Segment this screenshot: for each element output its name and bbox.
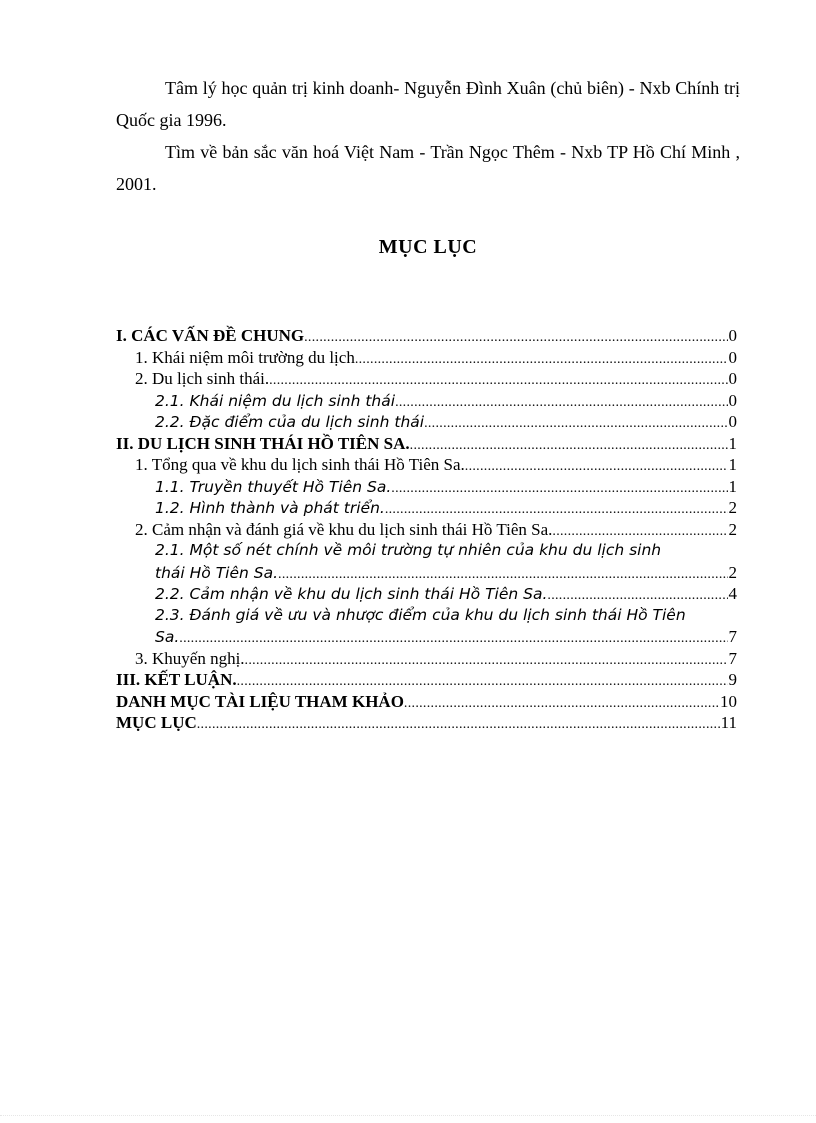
toc-entry-text-line1[interactable]: 2.3. Đánh giá về ưu và nhược điểm của khu du lịch sinh thái Hồ Tiên [155, 605, 686, 624]
toc-leader-dots [391, 476, 727, 500]
toc-entry-text: 2.2. Đặc điểm của du lịch sinh thái [155, 413, 425, 431]
toc-leader-dots [410, 433, 728, 457]
toc-entry-text: 1. Khái niệm môi trường du lịch [135, 347, 355, 367]
toc-leader-dots [304, 325, 727, 349]
toc-entry-page: 10 [720, 691, 737, 711]
toc-entry-page: 0 [728, 412, 737, 431]
toc-entry[interactable] [116, 476, 737, 498]
toc-leader-dots [465, 454, 728, 478]
table-of-contents [116, 325, 737, 734]
toc-entry[interactable] [116, 583, 737, 605]
toc-leader-dots [355, 347, 728, 371]
toc-entry[interactable] [116, 411, 737, 433]
toc-entry-page: 9 [728, 670, 737, 689]
reference-list [116, 72, 740, 200]
toc-entry-page: 7 [728, 627, 737, 646]
toc-entry[interactable] [116, 325, 737, 347]
toc-entry-text: II. DU LỊCH SINH THÁI HỒ TIÊN SA. [116, 433, 410, 453]
toc-entry[interactable] [116, 562, 737, 584]
toc-entry-page: 1 [728, 455, 737, 474]
toc-entry-text: III. KẾT LUẬN. [116, 670, 237, 689]
toc-entry-page: 2 [728, 519, 737, 539]
toc-entry[interactable] [116, 691, 737, 713]
toc-entry-text: 1.2. Hình thành và phát triển. [155, 499, 385, 517]
toc-entry-page: 11 [720, 713, 737, 732]
toc-leader-dots [245, 648, 728, 672]
toc-entry[interactable] [116, 712, 737, 734]
toc-entry[interactable] [116, 648, 737, 670]
toc-leader-dots [547, 583, 727, 607]
toc-entry-text: 2.1. Khái niệm du lịch sinh thái [155, 391, 396, 410]
toc-entry-page: 4 [728, 584, 737, 603]
toc-entry[interactable] [116, 433, 737, 455]
toc-entry-text: DANH MỤC TÀI LIỆU THAM KHẢO [116, 691, 404, 711]
toc-entry-page: 0 [728, 347, 737, 367]
toc-entry-text: 2.2. Cảm nhận về khu du lịch sinh thái Hồ Tiên Sa. [155, 585, 548, 603]
toc-entry-text: MỤC LỤC [116, 713, 197, 732]
toc-entry-page: 0 [728, 390, 737, 410]
toc-leader-dots [404, 691, 719, 715]
toc-entry[interactable] [116, 519, 737, 541]
toc-leader-dots [197, 712, 720, 736]
toc-leader-dots [385, 497, 728, 521]
page-bottom-divider [0, 1115, 816, 1116]
toc-leader-dots [278, 562, 727, 586]
toc-title: MỤC LỤC [378, 236, 478, 258]
toc-entry-text: 1. Tổng qua về khu du lịch sinh thái Hồ Tiên Sa. [135, 455, 465, 474]
toc-entry[interactable] [116, 347, 737, 369]
toc-leader-dots [179, 626, 727, 650]
toc-entry[interactable] [116, 626, 737, 648]
toc-leader-dots [237, 669, 728, 693]
reference-item: Tâm lý học quản trị kinh doanh- Nguyễn Đình Xuân (chủ biên) - Nxb Chính trị Quốc gia 1996. [116, 78, 740, 130]
toc-entry-page: 0 [728, 326, 737, 345]
toc-leader-dots [269, 368, 727, 392]
reference-item: Tìm về bản sắc văn hoá Việt Nam - Trần Ngọc Thêm - Nxb TP Hồ Chí Minh , 2001. [116, 142, 740, 194]
toc-entry-page: 1 [728, 433, 737, 453]
toc-entry-text: I. CÁC VẤN ĐỀ CHUNG [116, 326, 305, 345]
toc-entry-page: 1 [728, 476, 737, 496]
toc-entry[interactable] [116, 390, 737, 412]
toc-entry-text: 3. Khuyến nghị. [135, 648, 245, 668]
toc-entry-text-line1[interactable]: 2.1. Một số nét chính về môi trường tự nhiên của khu du lịch sinh [155, 541, 662, 559]
toc-entry[interactable] [116, 368, 737, 390]
toc-entry-text-line2: Sa. [155, 628, 180, 646]
toc-entry-page: 7 [728, 648, 737, 668]
toc-entry[interactable] [116, 497, 737, 519]
toc-leader-dots [424, 411, 727, 435]
toc-entry[interactable] [116, 454, 737, 476]
toc-entry-page: 2 [728, 498, 737, 517]
toc-entry-text: 2. Du lịch sinh thái. [135, 369, 270, 388]
toc-entry-text: 2. Cảm nhận và đánh giá về khu du lịch sinh thái Hồ Tiên Sa. [135, 519, 553, 539]
toc-entry-page: 2 [728, 562, 737, 582]
toc-leader-dots [552, 519, 727, 543]
toc-leader-dots [395, 390, 727, 414]
toc-entry-page: 0 [728, 369, 737, 388]
toc-entry-text-line2: thái Hồ Tiên Sa. [155, 563, 279, 582]
toc-entry[interactable] [116, 669, 737, 691]
toc-entry-text: 1.1. Truyền thuyết Hồ Tiên Sa. [155, 477, 392, 496]
